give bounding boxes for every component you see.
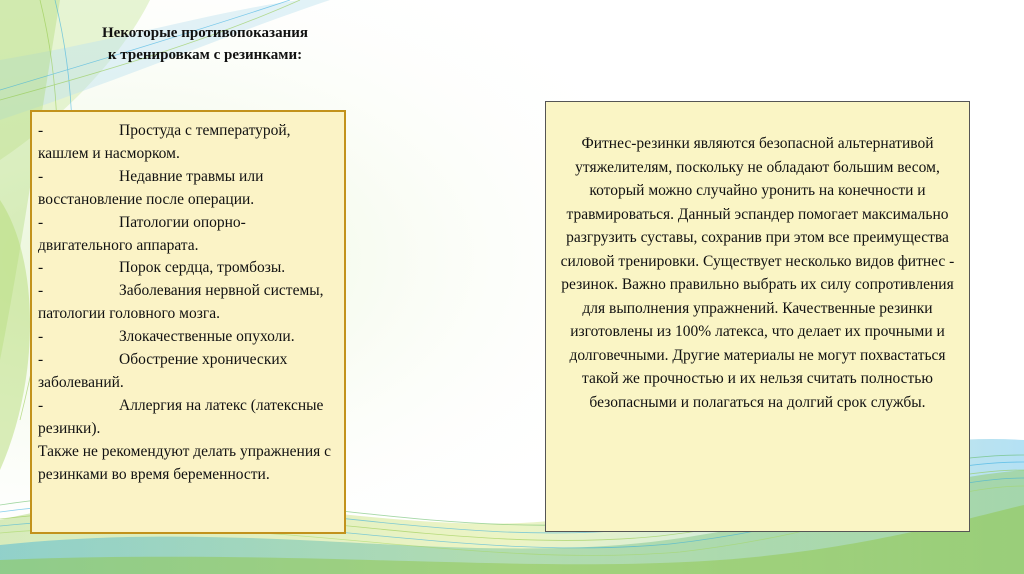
contraindications-box bbox=[30, 110, 346, 534]
item-marker: - bbox=[38, 351, 44, 369]
list-item bbox=[38, 395, 338, 441]
item-text: Патологии опорно-двигательного аппарата. bbox=[38, 213, 246, 254]
list-item bbox=[38, 280, 338, 326]
item-text: Аллергия на латекс (латексные резинки). bbox=[38, 396, 324, 437]
item-marker: - bbox=[38, 167, 44, 185]
list-item bbox=[38, 166, 338, 212]
item-text: Порок сердца, тромбозы. bbox=[119, 259, 286, 277]
item-marker: - bbox=[38, 328, 44, 346]
item-marker: - bbox=[38, 282, 44, 300]
item-marker: - bbox=[38, 213, 44, 231]
item-text: Недавние травмы или восстановление после операции. bbox=[38, 167, 264, 208]
info-text: Фитнес-резинки являются безопасной альтернативой утяжелителям, поскольку не обладают большим весом, который можно случайно уронить на конечности и травмироваться. Данный эспандер помогает максимально разгрузить суставы, сохранив при этом все преимущества силовой тренировки. Существует несколько видов фитнес - резинок. Важно правильно выбрать их силу сопротивления для выполнения упражнений. Качественные резинки изготовлены из 100% латекса, что делает их прочными и долговечными. Другие материалы не могут похвастаться такой же прочностью и их нельзя считать полностью безопасными и полагаться на долгий срок службы. bbox=[560, 135, 955, 411]
item-marker: - bbox=[38, 396, 44, 414]
title-line-2: к тренировкам с резинками: bbox=[107, 47, 303, 63]
item-text: Обострение хронических заболеваний. bbox=[38, 351, 288, 391]
item-marker: - bbox=[38, 259, 44, 277]
list-item bbox=[38, 349, 338, 395]
item-text: Простуда с температурой, кашлем и насморком. bbox=[38, 122, 291, 162]
item-text: Заболевания нервной системы, патологии головного мозга. bbox=[38, 282, 324, 323]
list-item bbox=[38, 212, 338, 258]
contraindications-footer: Также не рекомендуют делать упражнения с резинками во время беременности. bbox=[38, 442, 332, 483]
info-box bbox=[545, 101, 970, 532]
title-line-1: Некоторые противопоказания bbox=[102, 25, 308, 41]
list-item bbox=[38, 326, 338, 349]
page-title bbox=[40, 22, 370, 66]
list-item bbox=[38, 257, 338, 280]
item-marker: - bbox=[38, 122, 44, 139]
list-item bbox=[38, 120, 338, 166]
item-text: Злокачественные опухоли. bbox=[119, 328, 295, 346]
